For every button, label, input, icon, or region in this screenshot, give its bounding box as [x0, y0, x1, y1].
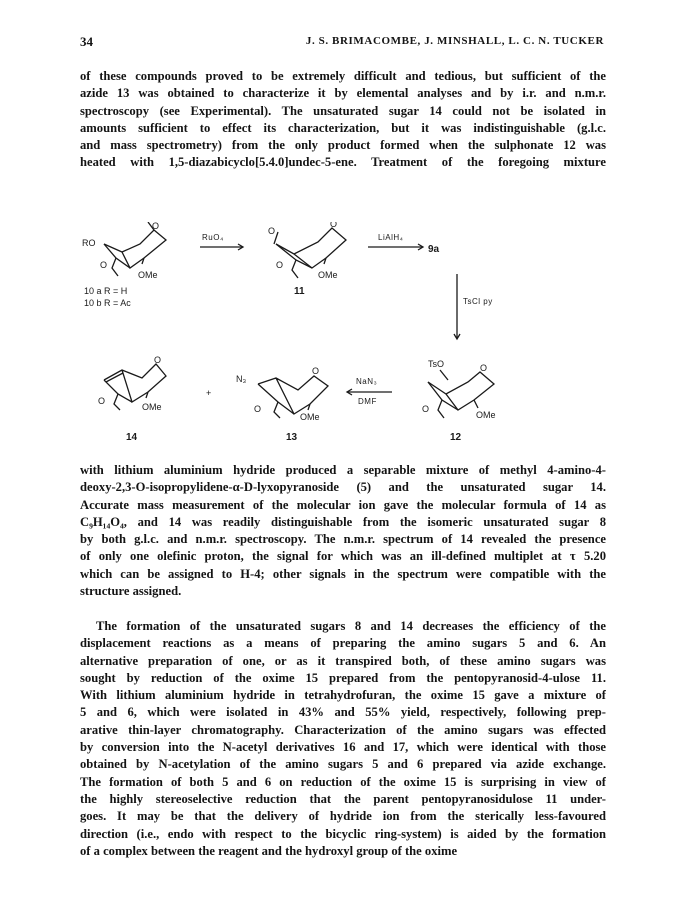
text-line: 5 and 6, which were isolated in 43% and 55% yield, respectively, following prep-	[80, 705, 606, 720]
page-number: 34	[80, 34, 93, 49]
reaction-scheme	[82, 222, 602, 458]
reagent-lialh4: LiAlH₄	[378, 233, 404, 242]
reagent-ruo4: RuO₄	[202, 233, 224, 242]
label-ome: OMe	[476, 410, 496, 420]
label-compound-13: 13	[286, 432, 298, 443]
label-ketal-oxygen: O	[254, 404, 262, 414]
text-line: The formation of both 5 and 6 on reduction of the oxime 15 is surprising in view of	[80, 774, 606, 789]
label-compound-9a: 9a	[428, 244, 440, 255]
text-line: heated with 1,5-diazabicyclo[5.4.0]undec-5-ene. Treatment of the foregoing mixture	[80, 155, 606, 170]
label-ome: OMe	[138, 270, 158, 280]
label-10b: 10 b R = Ac	[84, 298, 131, 308]
text-line: alternative preparation of one, or as it transpired both, of these amino sugars was	[80, 653, 606, 668]
page-header	[80, 34, 604, 54]
text-line: of a complex between the reagent and the hydroxyl group of the oxime	[80, 843, 458, 858]
label-ketal-oxygen: O	[100, 260, 108, 270]
text-line: obtained by N-acetylation of the amino sugars 5 and 6 prepared via azide exchange.	[80, 757, 606, 772]
text-line: azide 13 was obtained to characterize it by elemental analyses and by i.r. and n.m.r.	[80, 86, 606, 101]
text-line: With lithium aluminium hydride in tetrahydrofuran, the oxime 15 gave a mixture of	[80, 688, 606, 703]
text-line: by both g.l.c. and n.m.r. spectroscopy. The n.m.r. spectrum of 14 revealed the presence	[80, 532, 606, 547]
label-ro: RO	[82, 238, 96, 248]
text-line: of these compounds proved to be extremely difficult and tedious, but sufficient of the	[80, 69, 606, 83]
text-line: spectroscopy (see Experimental). The unsaturated sugar 14 could not be isolated in	[80, 103, 606, 118]
label-ome: OMe	[300, 412, 320, 422]
text-line: sought by reduction of the oxime 15 prepared from the pentopyranosid-4-ulose 11.	[80, 670, 606, 685]
label-ketal-oxygen: O	[98, 396, 106, 406]
label-ring-oxygen: O	[330, 222, 338, 229]
reagent-dmf: DMF	[358, 397, 377, 406]
label-compound-12: 12	[450, 432, 462, 443]
label-10a: 10 a R = H	[84, 286, 128, 296]
text-line: Accurate mass measurement of the molecular ion gave the molecular formula of 14 as	[80, 497, 606, 512]
paragraph-1	[80, 68, 606, 172]
text-line: with lithium aluminium hydride produced a separable mixture of methyl 4-amino-4-	[80, 463, 606, 477]
text-line: which can be assigned to H-4; other signals in the spectrum were compatible with the	[80, 566, 606, 581]
reagent-nan3: NaN₃	[356, 377, 378, 386]
text-line: and mass spectrometry) from the only product formed when the sulphonate 12 was	[80, 138, 606, 153]
label-ome: OMe	[318, 270, 338, 280]
running-head: J. S. BRIMACOMBE, J. MINSHALL, L. C. N. TUCKER	[305, 35, 604, 47]
label-n3: N₃	[236, 374, 247, 384]
text-line: the highly stereoselective reduction that the parent pentopyranosidulose 11 under-	[80, 791, 606, 806]
label-ring-oxygen: O	[480, 363, 488, 373]
paragraph-3	[80, 618, 606, 860]
reagent-tscl-py: TsCl py	[463, 297, 493, 306]
text-line: structure assigned.	[80, 584, 182, 599]
text-line: deoxy-2,3-O-isopropylidene-α-D-lyxopyranoside (5) and the unsaturated sugar 14.	[80, 480, 606, 495]
label-ring-oxygen: O	[312, 366, 320, 376]
text-line: by conversion into the N-acetyl derivatives 16 and 17, which were identical with those	[80, 740, 606, 755]
text-line: of only one olefinic proton, the signal for which was an ill-defined multiplet at τ 5.20	[80, 549, 606, 564]
label-plus: +	[206, 388, 212, 398]
text-line: C₉H₁₄O₄, and 14 was readily distinguishable from the isomeric unsaturated sugar 8	[80, 514, 606, 529]
text-line: arative thin-layer chromatography. Characterization of the amino sugars was effected	[80, 722, 606, 737]
text-line: amounts sufficient to effect its characterization, but it was indistinguishable (g.l.c.	[80, 120, 606, 135]
label-ring-oxygen: O	[152, 222, 160, 231]
text-line: direction (i.e., endo with respect to the bicyclic ring-system) is aided by the formation	[80, 826, 606, 841]
text-line: goes. It may be that the delivery of hydride ion from the sterically less-favoured	[80, 809, 606, 824]
label-ketone-oxygen: O	[268, 226, 276, 236]
text-line: The formation of the unsaturated sugars 8 and 14 decreases the efficiency of the	[96, 619, 606, 633]
label-ome: OMe	[142, 402, 162, 412]
label-ketal-oxygen: O	[422, 404, 430, 414]
label-ring-oxygen: O	[154, 355, 162, 365]
label-ketal-oxygen: O	[276, 260, 284, 270]
label-tso: TsO	[428, 359, 445, 369]
label-compound-14: 14	[126, 432, 138, 443]
text-line: displacement reactions as a means of preparing the amino sugars 5 and 6. An	[80, 636, 606, 651]
paragraph-2	[80, 462, 606, 600]
label-compound-11: 11	[294, 286, 305, 297]
